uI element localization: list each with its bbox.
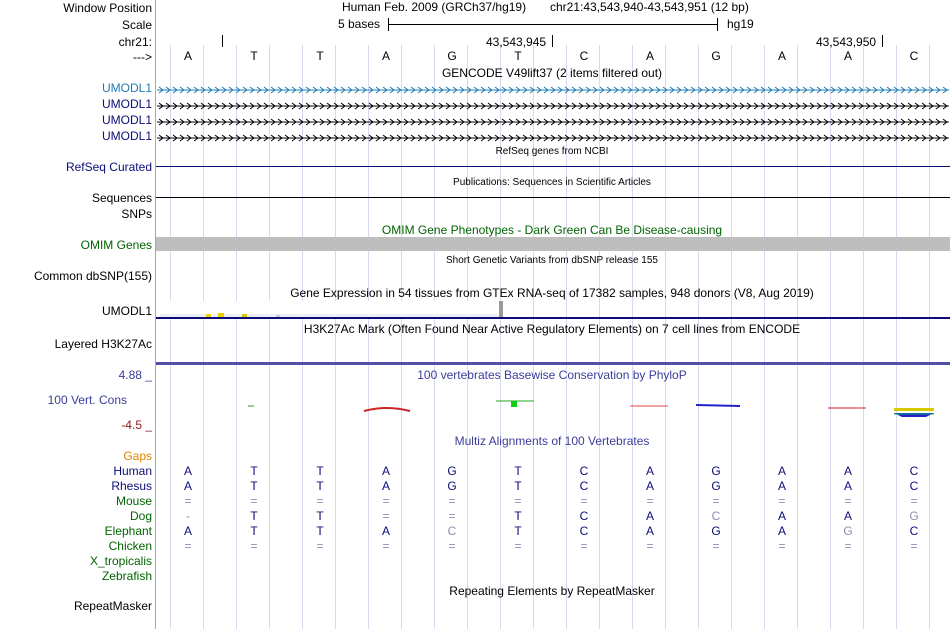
alignment-base: A — [777, 479, 786, 493]
phylop-track-title[interactable]: 100 vertebrates Basewise Conservation by PhyloP — [417, 368, 687, 382]
species-label[interactable]: Human — [113, 464, 152, 478]
phylop-mark — [511, 401, 517, 407]
alignment-base: = — [712, 539, 720, 553]
alignment-base: T — [316, 479, 324, 493]
alignment-base: = — [910, 494, 918, 508]
reference-base: C — [579, 49, 589, 63]
alignment-base: T — [514, 524, 522, 538]
alignment-base: = — [316, 494, 324, 508]
repeatmasker-track-title[interactable]: Repeating Elements by RepeatMasker — [449, 584, 655, 598]
alignment-base: C — [711, 509, 721, 523]
reference-base: T — [316, 49, 324, 63]
alignment-base: A — [183, 524, 192, 538]
h3k27ac-label[interactable]: Layered H3K27Ac — [54, 337, 152, 351]
alignment-base: = — [712, 494, 720, 508]
alignment-base: A — [843, 479, 852, 493]
alignment-base: C — [909, 479, 919, 493]
refseq-gene-line[interactable] — [156, 166, 950, 167]
ruler-tick — [222, 35, 223, 47]
alignment-base: C — [579, 524, 589, 538]
alignment-base: G — [909, 509, 919, 523]
gencode-transcript[interactable] — [157, 115, 949, 123]
gtex-baseline — [156, 317, 950, 319]
scale-bar — [388, 24, 718, 25]
gencode-transcript[interactable] — [157, 131, 949, 139]
alignment-base: = — [778, 539, 786, 553]
alignment-base: C — [579, 479, 589, 493]
h3k27ac-signal[interactable] — [156, 362, 950, 365]
ruler-tick — [552, 35, 553, 47]
phylop-max: 4.88 _ — [118, 368, 152, 382]
snps-label[interactable]: SNPs — [121, 207, 152, 221]
alignment-base: T — [250, 479, 258, 493]
alignment-base: A — [843, 464, 852, 478]
publications-line[interactable] — [156, 197, 950, 198]
scale-text: 5 bases — [338, 17, 381, 31]
alignment-base: A — [183, 464, 192, 478]
alignment-base: C — [909, 464, 919, 478]
refseq-label[interactable]: RefSeq Curated — [65, 160, 152, 174]
alignment-base: G — [447, 464, 457, 478]
species-label[interactable]: Mouse — [115, 494, 152, 508]
reference-base: G — [447, 49, 457, 63]
alignment-base: = — [844, 494, 852, 508]
ruler-position-1: 43,543,945 — [486, 35, 547, 49]
alignment-base: T — [316, 464, 324, 478]
alignment-base: = — [910, 539, 918, 553]
publications-track-title[interactable]: Publications: Sequences in Scientific Articles — [453, 177, 651, 188]
alignment-base: T — [514, 479, 522, 493]
scale-bar-right-cap — [717, 18, 718, 31]
species-label[interactable]: Rhesus — [111, 479, 152, 493]
species-label[interactable]: X_tropicalis — [89, 554, 152, 568]
ruler-position-2: 43,543,950 — [816, 35, 877, 49]
alignment-base: A — [381, 479, 390, 493]
phylop-mark — [894, 408, 934, 411]
dbsnp-label[interactable]: Common dbSNP(155) — [33, 269, 152, 283]
alignment-base: = — [382, 494, 390, 508]
alignment-base: A — [183, 479, 192, 493]
alignment-base: = — [514, 494, 522, 508]
alignment-base: C — [579, 509, 589, 523]
gaps-label[interactable]: Gaps — [123, 449, 152, 463]
alignment-base: = — [514, 539, 522, 553]
alignment-base: A — [645, 524, 654, 538]
alignment-base: T — [316, 509, 324, 523]
dbsnp-track-title[interactable]: Short Genetic Variants from dbSNP release 155 — [446, 255, 658, 266]
alignment-base: = — [646, 539, 654, 553]
reference-base: C — [909, 49, 919, 63]
alignment-base: A — [777, 524, 786, 538]
alignment-base: A — [777, 509, 786, 523]
h3k27ac-track-title[interactable]: H3K27Ac Mark (Often Found Near Active Regulatory Elements) on 7 cell lines from ENCODE — [303, 322, 801, 336]
phylop-graph[interactable] — [156, 395, 950, 420]
reference-base: A — [183, 49, 192, 63]
alignment-base: A — [777, 464, 786, 478]
gencode-item-label[interactable]: UMODL1 — [101, 97, 152, 111]
sequences-label[interactable]: Sequences — [91, 191, 152, 205]
alignment-base: = — [448, 539, 456, 553]
ruler-tick — [882, 35, 883, 47]
alignment-base: = — [250, 494, 258, 508]
alignment-base: A — [381, 464, 390, 478]
alignment-base: A — [381, 524, 390, 538]
reference-base: A — [381, 49, 390, 63]
alignment-base: G — [843, 524, 853, 538]
alignment-base: A — [645, 464, 654, 478]
alignment-base: C — [579, 464, 589, 478]
species-label[interactable]: Elephant — [104, 524, 152, 538]
gencode-transcript[interactable] — [157, 99, 949, 107]
scale-bar-left-cap — [388, 18, 389, 31]
scale-db: hg19 — [727, 17, 754, 31]
alignment-base: G — [711, 524, 721, 538]
alignment-base: = — [844, 539, 852, 553]
window-position-label: Window Position — [63, 1, 152, 15]
alignment-base: = — [316, 539, 324, 553]
reference-base: A — [777, 49, 786, 63]
reference-base: T — [514, 49, 522, 63]
phylop-min: -4.5 _ — [121, 418, 152, 432]
alignment-base: A — [645, 479, 654, 493]
phylop-mark — [364, 408, 410, 411]
phylop-mark — [696, 405, 740, 406]
alignment-base: T — [250, 464, 258, 478]
alignment-base: C — [447, 524, 457, 538]
reference-base: A — [645, 49, 654, 63]
omim-track-title[interactable]: OMIM Gene Phenotypes - Dark Green Can Be Disease-causing — [381, 223, 723, 237]
multiz-track-title[interactable]: Multiz Alignments of 100 Vertebrates — [454, 434, 650, 448]
gencode-item-label[interactable]: UMODL1 — [101, 129, 152, 143]
gencode-item-label[interactable]: UMODL1 — [101, 81, 152, 95]
gencode-item-label[interactable]: UMODL1 — [101, 113, 152, 127]
alignment-base: T — [514, 464, 522, 478]
alignment-base: = — [184, 539, 192, 553]
alignment-base: = — [448, 509, 456, 523]
alignment-base: G — [711, 464, 721, 478]
alignment-base: = — [580, 539, 588, 553]
species-label[interactable]: Zebrafish — [101, 569, 152, 583]
gtex-label[interactable]: UMODL1 — [101, 304, 152, 318]
gencode-track-title[interactable]: GENCODE V49lift37 (2 items filtered out) — [441, 66, 663, 80]
alignment-base: A — [843, 509, 852, 523]
assembly-link[interactable]: Human Feb. 2009 (GRCh37/hg19) — [342, 0, 527, 14]
species-label[interactable]: Dog — [129, 509, 152, 523]
alignment-base: T — [250, 509, 258, 523]
omim-label[interactable]: OMIM Genes — [80, 238, 152, 252]
alignment-base: = — [250, 539, 258, 553]
repeatmasker-label[interactable]: RepeatMasker — [73, 599, 152, 613]
species-label[interactable]: Chicken — [108, 539, 152, 553]
alignment-base: G — [711, 479, 721, 493]
gtex-bars[interactable] — [156, 301, 500, 317]
alignment-base: A — [645, 509, 654, 523]
alignment-base: G — [447, 479, 457, 493]
gtex-track-title[interactable]: Gene Expression in 54 tissues from GTEx RNA-seq of 17382 samples, 948 donors (V8, Aug 2019) — [290, 286, 814, 300]
alignment-base: = — [448, 494, 456, 508]
phylop-label[interactable]: 100 Vert. Cons — [47, 393, 127, 407]
alignment-base: = — [646, 494, 654, 508]
alignment-base: C — [909, 524, 919, 538]
alignment-base: = — [778, 494, 786, 508]
chrom-label: chr21: — [118, 35, 152, 49]
omim-feature[interactable] — [156, 237, 950, 251]
alignment-base: T — [514, 509, 522, 523]
reference-base: T — [250, 49, 258, 63]
reference-base: G — [711, 49, 721, 63]
alignment-base: T — [250, 524, 258, 538]
alignment-base: = — [382, 539, 390, 553]
scale-label: Scale — [121, 18, 152, 32]
alignment-base: = — [382, 509, 390, 523]
refseq-track-title[interactable]: RefSeq genes from NCBI — [495, 146, 609, 157]
gencode-transcript[interactable] — [157, 83, 949, 91]
alignment-base: T — [316, 524, 324, 538]
alignment-base: = — [184, 494, 192, 508]
position-readout: chr21:43,543,940-43,543,951 (12 bp) — [550, 0, 749, 14]
reference-base: A — [843, 49, 852, 63]
alignment-base: = — [580, 494, 588, 508]
gtex-bar[interactable] — [499, 301, 503, 317]
strand-label: ---> — [133, 50, 152, 64]
alignment-base: - — [186, 509, 190, 523]
